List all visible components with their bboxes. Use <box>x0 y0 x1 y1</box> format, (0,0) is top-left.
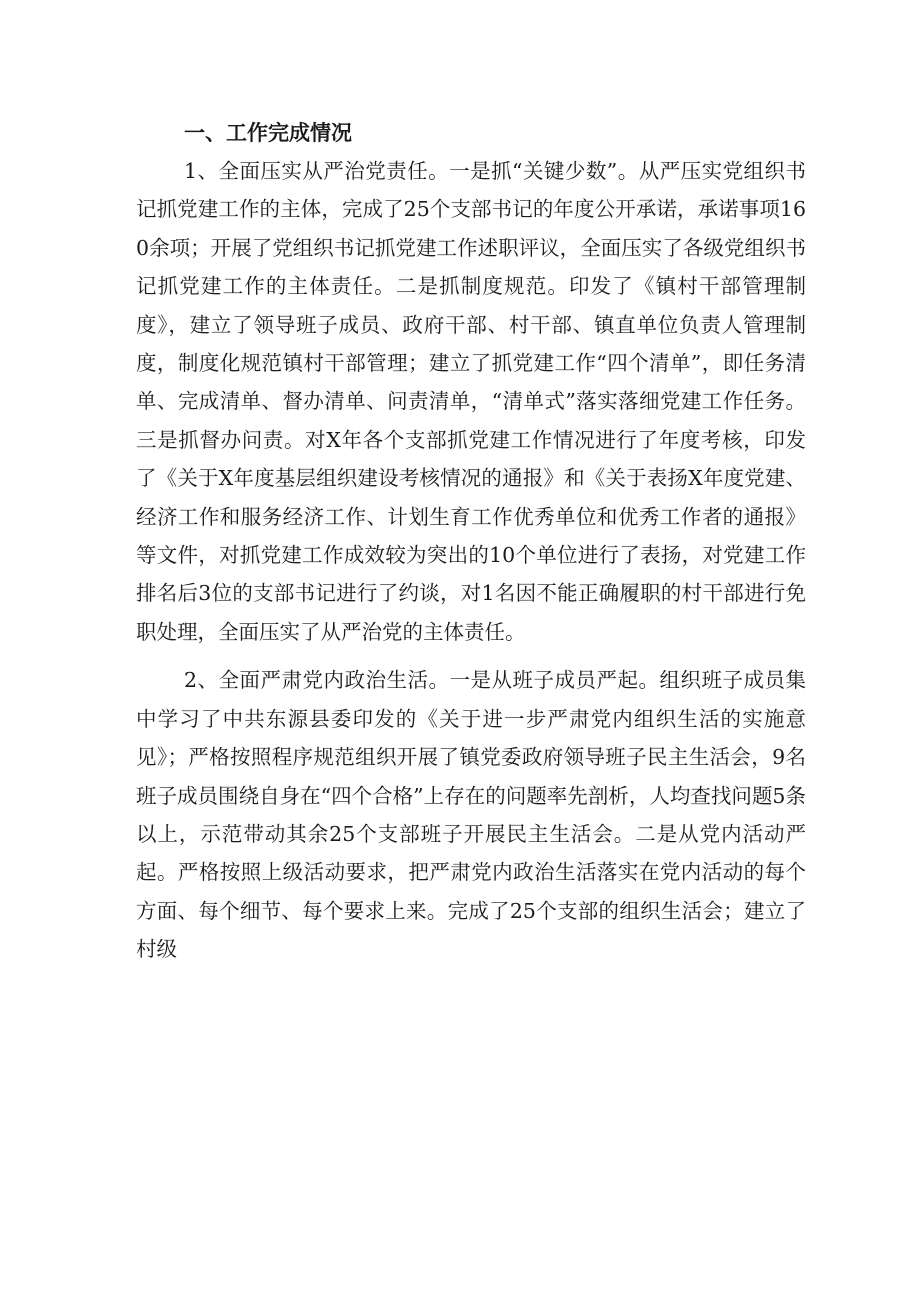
section-heading: 一、工作完成情况 <box>184 121 352 145</box>
paragraph-strict-party-governance: 1、全面压实从严治党责任。一是抓“关键少数”。从严压实党组织书记抓党建工作的主体，完成了25个支部书记的年度公开承诺，承诺事项160余项；开展了党组织书记抓党建工作述职评议，全面压实了各级党组织书记抓党建工作的主体责任。二是抓制度规范。印发了《镇村干部管理制度》，建立了领导班子成员、政府干部、村干部、镇直单位负责人管理制度，制度化规范镇村干部管理；建立了抓党建工作“四个清单”，即任务清单、完成清单、督办清单、问责清单，“清单式”落实落细党建工作任务。三是抓督办问责。对X年各个支部抓党建工作情况进行了年度考核，印发了《关于X年度基层组织建设考核情况的通报》和《关于表扬X年度党建、经济工作和服务经济工作、计划生育工作优秀单位和优秀工作者的通报》等文件，对抓党建工作成效较为突出的10个单位进行了表扬，对党建工作排名后3位的支部书记进行了约谈，对1名因不能正确履职的村干部进行免职处理，全面压实了从严治党的主体责任。 <box>136 159 806 644</box>
paragraph-inner-party-political-life: 2、全面严肃党内政治生活。一是从班子成员严起。组织班子成员集中学习了中共东源县委印发的《关于进一步严肃党内组织生活的实施意见》；严格按照程序规范组织开展了镇党委政府领导班子民主生活会，9名班子成员围绕自身在“四个合格”上存在的问题率先剖析，人均查找问题5条以上，示范带动其余25个支部班子开展民主生活会。二是从党内活动严起。严格按照上级活动要求，把严肃党内政治生活落实在党内活动的每个方面、每个细节、每个要求上来。完成了25个支部的组织生活会；建立了村级 <box>136 668 806 962</box>
document-body <box>136 114 806 969</box>
